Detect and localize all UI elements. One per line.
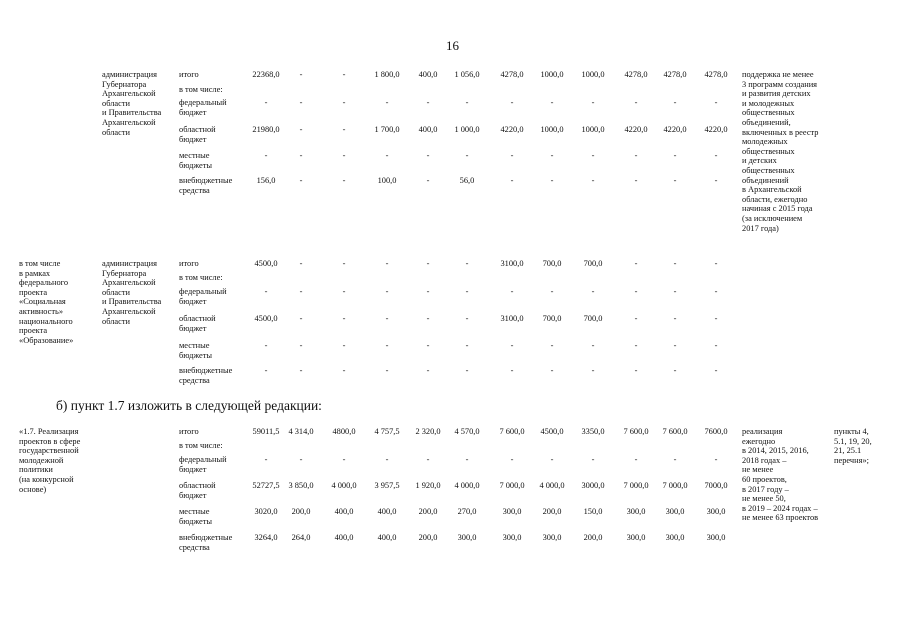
table-cell: -: [673, 151, 677, 160]
table-cell: 1 056,0: [454, 70, 480, 79]
table-cell: -: [299, 125, 303, 134]
table-cell: 4500,0: [540, 427, 564, 436]
table-cell: 4800,0: [332, 427, 356, 436]
row-label: в том числе:: [179, 273, 223, 282]
table-cell: -: [634, 259, 638, 268]
table-cell: -: [426, 366, 430, 375]
table-cell: 3350,0: [581, 427, 605, 436]
table-cell: -: [714, 259, 718, 268]
table-cell: -: [510, 341, 514, 350]
block3-name: «1.7. Реализация проектов в сфере государственной молодежной политики (на конкурсной основе): [19, 427, 81, 494]
table-cell: 200,0: [291, 507, 311, 516]
table-cell: -: [673, 314, 677, 323]
table-cell: 400,0: [377, 533, 397, 542]
table-cell: -: [264, 366, 268, 375]
table-cell: -: [385, 314, 389, 323]
row-label: в том числе:: [179, 85, 223, 94]
table-cell: -: [550, 341, 554, 350]
table-cell: 4500,0: [254, 259, 278, 268]
row-label: областной бюджет: [179, 125, 216, 144]
table-cell: -: [342, 151, 346, 160]
table-cell: -: [673, 341, 677, 350]
table-cell: 3020,0: [254, 507, 278, 516]
table-cell: -: [299, 314, 303, 323]
table-cell: -: [714, 176, 718, 185]
table-cell: 22368,0: [252, 70, 280, 79]
table-cell: 300,0: [502, 533, 522, 542]
table-cell: 4 314,0: [288, 427, 314, 436]
row-label: внебюджетные средства: [179, 366, 233, 385]
table-cell: -: [550, 455, 554, 464]
row-label: местные бюджеты: [179, 341, 213, 360]
table-cell: -: [299, 151, 303, 160]
table-cell: 1000,0: [540, 125, 564, 134]
table-cell: 300,0: [542, 533, 562, 542]
table-cell: 300,0: [706, 507, 726, 516]
table-cell: -: [342, 287, 346, 296]
table-cell: 7 600,0: [499, 427, 525, 436]
table-cell: -: [591, 341, 595, 350]
table-cell: 1 000,0: [454, 125, 480, 134]
table-cell: 4220,0: [500, 125, 524, 134]
block1-executor: администрация Губернатора Архангельской области и Правительства Архангельской области: [102, 70, 162, 137]
table-cell: 52727,5: [252, 481, 280, 490]
table-cell: -: [510, 151, 514, 160]
table-cell: -: [385, 455, 389, 464]
table-cell: -: [550, 366, 554, 375]
table-cell: -: [342, 98, 346, 107]
table-cell: 4278,0: [500, 70, 524, 79]
table-cell: 200,0: [583, 533, 603, 542]
table-cell: 59011,5: [252, 427, 280, 436]
table-cell: -: [714, 151, 718, 160]
table-cell: 300,0: [626, 533, 646, 542]
table-cell: -: [550, 98, 554, 107]
table-cell: 300,0: [457, 533, 477, 542]
table-cell: 7 600,0: [662, 427, 688, 436]
table-cell: -: [673, 176, 677, 185]
table-cell: -: [342, 314, 346, 323]
table-cell: -: [634, 98, 638, 107]
table-cell: -: [264, 341, 268, 350]
table-cell: -: [634, 366, 638, 375]
table-cell: -: [426, 341, 430, 350]
table-cell: -: [634, 176, 638, 185]
block3-reference: пункты 4, 5.1, 19, 20, 21, 25.1 перечня»;: [834, 427, 872, 465]
table-cell: -: [385, 151, 389, 160]
table-cell: -: [714, 366, 718, 375]
table-cell: 3 957,5: [374, 481, 400, 490]
block2-name: в том числе в рамках федерального проекта «Социальная активность» национального проекта «Образование»: [19, 259, 74, 345]
table-cell: -: [714, 314, 718, 323]
row-label: областной бюджет: [179, 314, 216, 333]
table-cell: 4278,0: [663, 70, 687, 79]
table-cell: 150,0: [583, 507, 603, 516]
row-label: итого: [179, 427, 199, 436]
table-cell: -: [342, 259, 346, 268]
table-cell: -: [299, 455, 303, 464]
table-cell: -: [510, 287, 514, 296]
table-cell: -: [426, 98, 430, 107]
table-cell: -: [634, 287, 638, 296]
table-cell: -: [465, 366, 469, 375]
table-cell: -: [342, 341, 346, 350]
table-cell: 300,0: [665, 507, 685, 516]
table-cell: -: [510, 455, 514, 464]
table-cell: 4220,0: [624, 125, 648, 134]
table-cell: -: [299, 176, 303, 185]
section-heading: б) пункт 1.7 изложить в следующей редакции:: [56, 398, 322, 413]
table-cell: 100,0: [377, 176, 397, 185]
table-cell: -: [264, 287, 268, 296]
table-cell: -: [465, 151, 469, 160]
table-cell: -: [426, 259, 430, 268]
table-cell: 7 600,0: [623, 427, 649, 436]
table-cell: 1 700,0: [374, 125, 400, 134]
table-cell: 700,0: [583, 314, 603, 323]
table-cell: -: [714, 98, 718, 107]
row-label: федеральный бюджет: [179, 98, 227, 117]
block3-result: реализация ежегодно в 2014, 2015, 2016, 2018 годах – не менее 60 проектов, в 2017 году – не менее 50, в 2019 – 2024 годах – не менее 63 проектов: [742, 427, 819, 523]
table-cell: -: [591, 455, 595, 464]
table-cell: -: [714, 341, 718, 350]
table-cell: 7 000,0: [662, 481, 688, 490]
table-cell: -: [342, 70, 346, 79]
table-cell: 4 570,0: [454, 427, 480, 436]
table-cell: 400,0: [418, 70, 438, 79]
table-cell: -: [342, 125, 346, 134]
table-cell: -: [634, 455, 638, 464]
table-cell: -: [299, 287, 303, 296]
table-cell: 2 320,0: [415, 427, 441, 436]
table-cell: 4278,0: [624, 70, 648, 79]
table-cell: -: [299, 259, 303, 268]
table-cell: -: [342, 455, 346, 464]
table-cell: 400,0: [377, 507, 397, 516]
table-cell: -: [634, 314, 638, 323]
row-label: местные бюджеты: [179, 151, 213, 170]
table-cell: 4 757,5: [374, 427, 400, 436]
table-cell: 3100,0: [500, 259, 524, 268]
table-cell: 264,0: [291, 533, 311, 542]
table-cell: 4278,0: [704, 70, 728, 79]
table-cell: -: [426, 151, 430, 160]
table-cell: 4 000,0: [539, 481, 565, 490]
table-cell: -: [634, 151, 638, 160]
table-cell: -: [591, 98, 595, 107]
row-label: внебюджетные средства: [179, 533, 233, 552]
table-cell: -: [264, 455, 268, 464]
table-cell: 3100,0: [500, 314, 524, 323]
table-cell: -: [591, 151, 595, 160]
table-cell: -: [673, 98, 677, 107]
row-label: областной бюджет: [179, 481, 216, 500]
table-cell: -: [299, 98, 303, 107]
table-cell: 7 000,0: [499, 481, 525, 490]
table-cell: 270,0: [457, 507, 477, 516]
table-cell: 3 850,0: [288, 481, 314, 490]
table-cell: -: [426, 287, 430, 296]
table-cell: -: [510, 176, 514, 185]
row-label: местные бюджеты: [179, 507, 213, 526]
row-label: итого: [179, 70, 199, 79]
table-cell: -: [465, 98, 469, 107]
table-cell: -: [264, 98, 268, 107]
table-cell: 1000,0: [581, 70, 605, 79]
table-cell: -: [465, 341, 469, 350]
table-cell: -: [299, 341, 303, 350]
table-cell: -: [673, 455, 677, 464]
table-cell: 400,0: [334, 507, 354, 516]
table-cell: 200,0: [418, 533, 438, 542]
table-cell: 7600,0: [704, 427, 728, 436]
table-cell: 4 000,0: [454, 481, 480, 490]
table-cell: 3000,0: [581, 481, 605, 490]
table-cell: 300,0: [502, 507, 522, 516]
table-cell: 56,0: [459, 176, 475, 185]
table-cell: 200,0: [542, 507, 562, 516]
table-cell: -: [426, 176, 430, 185]
table-cell: -: [714, 287, 718, 296]
block2-executor: администрация Губернатора Архангельской области и Правительства Архангельской области: [102, 259, 162, 326]
table-cell: -: [550, 151, 554, 160]
table-cell: 700,0: [542, 259, 562, 268]
table-cell: -: [264, 151, 268, 160]
page-number: 16: [446, 38, 459, 53]
table-cell: 700,0: [542, 314, 562, 323]
table-cell: -: [465, 287, 469, 296]
row-label: внебюджетные средства: [179, 176, 233, 195]
table-cell: 156,0: [256, 176, 276, 185]
table-cell: -: [385, 287, 389, 296]
table-cell: 1 920,0: [415, 481, 441, 490]
table-cell: 400,0: [334, 533, 354, 542]
table-cell: 4500,0: [254, 314, 278, 323]
row-label: в том числе:: [179, 441, 223, 450]
table-cell: -: [714, 455, 718, 464]
table-cell: 300,0: [665, 533, 685, 542]
table-cell: -: [673, 366, 677, 375]
table-cell: -: [591, 366, 595, 375]
table-cell: 300,0: [706, 533, 726, 542]
table-cell: 4220,0: [663, 125, 687, 134]
table-cell: -: [591, 287, 595, 296]
table-cell: 400,0: [418, 125, 438, 134]
table-cell: 1000,0: [540, 70, 564, 79]
table-cell: 4 000,0: [331, 481, 357, 490]
row-label: федеральный бюджет: [179, 455, 227, 474]
table-cell: 200,0: [418, 507, 438, 516]
table-cell: -: [385, 98, 389, 107]
table-cell: -: [426, 314, 430, 323]
table-cell: 4220,0: [704, 125, 728, 134]
row-label: федеральный бюджет: [179, 287, 227, 306]
table-cell: -: [385, 259, 389, 268]
table-cell: -: [299, 70, 303, 79]
table-cell: -: [634, 341, 638, 350]
table-cell: -: [510, 366, 514, 375]
table-cell: -: [673, 287, 677, 296]
table-cell: 700,0: [583, 259, 603, 268]
table-cell: -: [465, 314, 469, 323]
table-cell: 7000,0: [704, 481, 728, 490]
table-cell: -: [591, 176, 595, 185]
table-cell: -: [673, 259, 677, 268]
table-cell: -: [385, 366, 389, 375]
table-cell: -: [550, 287, 554, 296]
table-cell: -: [342, 366, 346, 375]
table-cell: 21980,0: [252, 125, 280, 134]
table-cell: 300,0: [626, 507, 646, 516]
row-label: итого: [179, 259, 199, 268]
table-cell: 7 000,0: [623, 481, 649, 490]
table-cell: -: [342, 176, 346, 185]
table-cell: -: [299, 366, 303, 375]
table-cell: -: [426, 455, 430, 464]
table-cell: -: [465, 455, 469, 464]
table-cell: -: [510, 98, 514, 107]
block1-result: поддержка не менее 3 программ создания и развития детских и молодежных общественных объединений, включенных в реестр молодежных общественных и детских общественных объединений в Архангельской области, ежегодно начиная с 2015 года (за исключением 2017 года): [742, 70, 819, 233]
table-cell: 1000,0: [581, 125, 605, 134]
table-cell: -: [550, 176, 554, 185]
table-cell: 3264,0: [254, 533, 278, 542]
table-cell: 1 800,0: [374, 70, 400, 79]
table-cell: -: [465, 259, 469, 268]
table-cell: -: [385, 341, 389, 350]
